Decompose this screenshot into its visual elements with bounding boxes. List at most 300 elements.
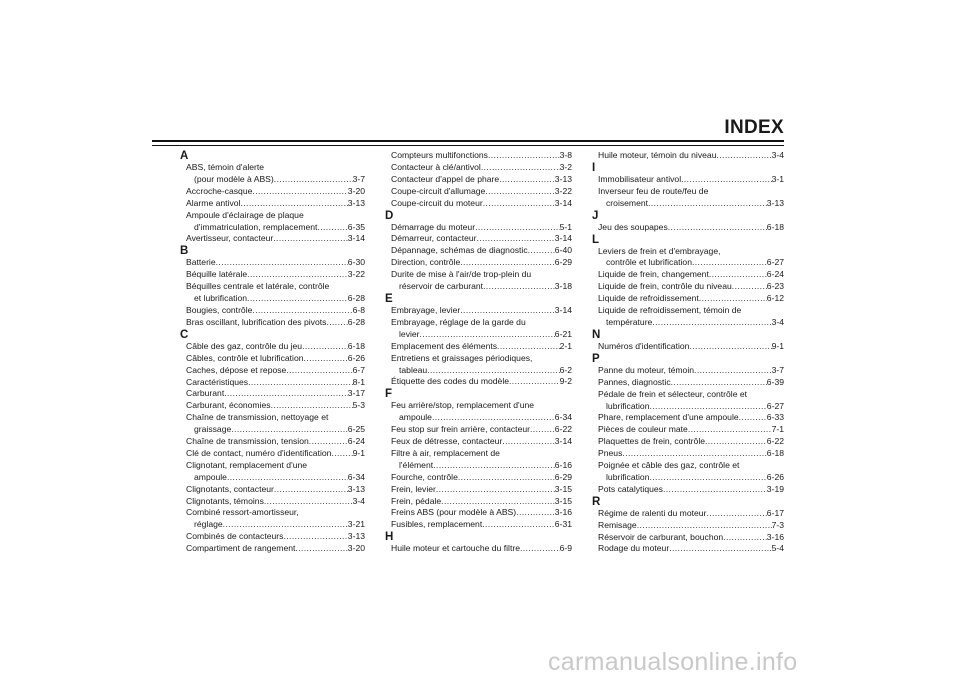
index-entry [592,365,784,377]
page-number: 3-2 [559,161,572,172]
leader-dots [460,305,555,317]
index-entry [180,222,365,234]
leader-dots [483,281,555,293]
index-entry [385,186,572,198]
leader-dots [274,174,353,186]
leader-dots [458,472,555,484]
page-number: 3-14 [347,233,365,244]
index-entry [592,472,784,484]
entry-text: Clignotants, contacteur [186,483,274,494]
entry-text: Pédale de frein et sélecteur, contrôle et [598,388,748,399]
leader-dots [481,162,560,174]
page-number: 6-26 [347,352,365,363]
page-number: 6-27 [766,400,784,411]
entry-text: Caractéristiques [186,376,249,387]
index-entry [180,174,365,186]
index-entry [385,233,572,245]
page-number: 5-4 [771,543,784,554]
index-entry [385,519,572,531]
index-entry [180,400,365,412]
entry-text: Feu arrière/stop, remplacement d'une [391,400,535,411]
page-number: 3-13 [347,197,365,208]
index-entry [180,519,365,531]
page-number: 3-4 [352,495,365,506]
entry-text: Entretiens et graissages périodiques, [391,352,533,363]
leader-dots [264,496,353,508]
index-entry [385,436,572,448]
page-number: 3-14 [554,436,572,447]
page-number: 6-31 [554,519,572,530]
leader-dots [705,436,767,448]
page-number: 9-2 [559,376,572,387]
page-number: 9-1 [352,447,365,458]
index-entry [385,174,572,186]
leader-dots [302,341,348,353]
index-entry [385,341,572,353]
index-entry [180,162,365,174]
leader-dots [420,329,555,341]
entry-text: Numéros d'identification [598,340,690,351]
index-entry [180,186,365,198]
leader-dots [460,257,555,269]
page-number: 7-3 [771,519,784,530]
index-entry [592,377,784,389]
page-number: 3-4 [771,150,784,160]
index-entry [180,353,365,365]
entry-text: Huile moteur et cartouche du filtre [391,543,520,554]
index-entry [385,198,572,210]
index-entry [592,293,784,305]
index-entry [180,305,365,317]
index-entry [592,412,784,424]
entry-text: Dépannage, schémas de diagnostic [391,245,528,256]
page-number: 6-23 [766,281,784,292]
index-entry [592,389,784,401]
leader-dots [247,269,348,281]
entry-text: Alarme antivol [186,197,241,208]
entry-text: graissage [194,424,232,435]
entry-text: Démarreur, contacteur [391,233,477,244]
leader-dots [240,198,347,210]
section-letter: F [385,388,393,401]
page-number: 5-3 [352,400,365,411]
entry-text: réglage [194,519,223,530]
index-entry [592,484,784,496]
index-entry [180,377,365,389]
index-entry [180,281,365,293]
entry-text: l'élément [399,459,434,470]
entry-text: Durite de mise à l'air/de trop-plein du [391,269,532,280]
index-entry [385,507,572,519]
index-column-1 [180,150,365,555]
leader-dots [252,305,352,317]
entry-text: tableau [399,364,428,375]
leader-dots [274,484,348,496]
index-entry [180,436,365,448]
index-entry [385,257,572,269]
entry-text: Batterie [186,257,216,268]
leader-dots [709,269,767,281]
index-entry [180,496,365,508]
index-entry [385,329,572,341]
entry-text: Ampoule d'éclairage de plaque [186,209,304,220]
index-entry [592,281,784,293]
leader-dots [317,222,347,234]
leader-dots [502,436,554,448]
page-number: 3-13 [554,173,572,184]
entry-text: Bougies, contrôle [186,304,253,315]
section-letter: C [180,328,189,341]
entry-text: Béquilles centrale et latérale, contrôle [186,281,330,292]
entry-text: Caches, dépose et repose [186,364,287,375]
entry-text: Inverseur feu de route/feu de [598,185,709,196]
page-number: 3-15 [554,483,572,494]
index-entry [180,210,365,222]
index-entry [385,365,572,377]
entry-text: Démarrage du moteur [391,221,476,232]
entry-text: Liquide de refroidissement, témoin de [598,305,742,316]
entry-text: Frein, pédale [391,495,442,506]
page-number: 3-1 [771,173,784,184]
entry-text: Panne du moteur, témoin [598,364,695,375]
index-entry [385,269,572,281]
page-number: 6-24 [347,436,365,447]
entry-text: Contacteur d'appel de phare [391,173,500,184]
entry-text: Compteurs multifonctions [391,150,488,160]
entry-text: température [606,316,653,327]
page-number: 6-9 [559,543,572,554]
entry-text: Régime de ralenti du moteur [598,507,707,518]
index-entry [592,424,784,436]
leader-dots [482,519,555,531]
section-letter: N [592,328,601,341]
page-number: 3-18 [554,281,572,292]
page-number: 3-7 [352,173,365,184]
entry-text: Bras oscillant, lubrification des pivots [186,316,327,327]
index-entry [385,305,572,317]
index-entry [180,460,365,472]
leader-dots [488,150,560,162]
page-number: 3-14 [554,233,572,244]
page-number: 3-21 [347,519,365,530]
leader-dots [668,222,767,234]
index-entry [592,532,784,544]
index-entry [592,246,784,258]
page-number: 6-8 [352,304,365,315]
leader-dots [681,174,771,186]
page-number: 6-21 [554,328,572,339]
index-entry [592,150,784,162]
leader-dots [309,436,348,448]
leader-dots [692,257,767,269]
section-letter: J [592,209,599,222]
index-entry [592,543,784,555]
entry-text: Combiné ressort-amortisseur, [186,507,299,518]
leader-dots [520,543,560,555]
index-entry [592,222,784,234]
index-entry [592,305,784,317]
page-number: 6-29 [554,257,572,268]
page-number: 6-12 [766,293,784,304]
index-entry [180,293,365,305]
page-number: 6-16 [554,459,572,470]
entry-text: Béquille latérale [186,269,248,280]
leader-dots [326,317,347,329]
leader-dots [723,532,767,544]
leader-dots [509,376,560,388]
leader-dots [273,233,348,245]
entry-text: Liquide de frein, changement [598,269,709,280]
entry-text: Chaîne de transmission, nettoyage et [186,412,329,423]
page-number: 6-18 [766,448,784,459]
leader-dots [739,412,767,424]
entry-text: (pour modèle à ABS) [194,173,274,184]
index-entry [385,222,572,234]
page-number: 6-30 [347,257,365,268]
page-number: 6-28 [347,316,365,327]
index-entry [592,257,784,269]
page-number: 3-19 [766,483,784,494]
leader-dots [649,472,766,484]
entry-text: Chaîne de transmission, tension [186,436,309,447]
leader-dots [227,472,348,484]
page-number: 3-13 [347,483,365,494]
leader-dots [286,365,352,377]
leader-dots [688,424,772,436]
leader-dots [648,198,767,210]
index-entry [385,353,572,365]
entry-text: Compartiment de rangement [186,543,296,554]
leader-dots [247,293,348,305]
entry-text: Clignotants, témoins [186,495,264,506]
entry-text: levier [399,328,420,339]
entry-text: Remisage [598,519,637,530]
index-entry [180,412,365,424]
page-number: 6-40 [554,245,572,256]
entry-text: Clé de contact, numéro d'identification [186,447,332,458]
entry-text: Coupe-circuit d'allumage [391,185,486,196]
index-entry [385,281,572,293]
page-number: 7-1 [771,424,784,435]
index-entry [385,162,572,174]
page-number: 6-18 [766,221,784,232]
index-entry [180,198,365,210]
header-rule-thick [152,140,784,142]
entry-text: Coupe-circuit du moteur [391,197,483,208]
index-entry [180,424,365,436]
page-number: 6-33 [766,412,784,423]
entry-text: et lubrification [194,293,248,304]
leader-dots [427,365,559,377]
entry-text: Embrayage, réglage de la garde du [391,316,526,327]
entry-text: ampoule [194,471,227,482]
index-entry [180,484,365,496]
leader-dots [304,353,348,365]
entry-text: Carburant, économies [186,400,271,411]
watermark: carmanualsonline.info [548,648,798,676]
entry-text: Pannes, diagnostic [598,376,671,387]
leader-dots [271,400,353,412]
index-entry [385,412,572,424]
page-number: 3-20 [347,185,365,196]
page-number: 8-1 [352,376,365,387]
entry-text: Étiquette des codes du modèle [391,376,510,387]
section-letter: H [385,531,394,544]
entry-text: Avertisseur, contacteur [186,233,274,244]
leader-dots [669,543,771,555]
index-column-3 [592,150,784,555]
page-number: 3-4 [771,316,784,327]
page-number: 3-17 [347,388,365,399]
header-rule-thin [152,145,784,146]
index-entry [592,448,784,460]
index-column-2 [385,150,572,555]
index-entry [385,484,572,496]
entry-text: Fusibles, remplacement [391,519,483,530]
entry-text: Fourche, contrôle [391,471,458,482]
leader-dots [706,508,766,520]
index-entry [385,317,572,329]
entry-text: Feux de détresse, contacteur [391,436,503,447]
index-entry [180,543,365,555]
index-entry [592,508,784,520]
page-number: 6-22 [554,424,572,435]
leader-dots [663,484,767,496]
leader-dots [483,198,555,210]
leader-dots [231,424,348,436]
index-entry [385,472,572,484]
page-number: 6-22 [766,436,784,447]
leader-dots [694,365,772,377]
leader-dots [530,424,555,436]
index-entry [180,531,365,543]
page-number: 9-1 [771,340,784,351]
section-letter: I [592,161,596,174]
section-letter: L [592,233,600,246]
page-number: 3-13 [347,531,365,542]
page-number: 3-15 [554,495,572,506]
page-number: 3-22 [347,269,365,280]
leader-dots [499,174,555,186]
index-entry [385,543,572,555]
page-number: 2-1 [559,340,572,351]
entry-text: lubrification [606,400,650,411]
index-entry [180,388,365,400]
page-number: 6-39 [766,376,784,387]
leader-dots [652,317,771,329]
page-number: 6-34 [554,412,572,423]
index-entry [180,448,365,460]
entry-text: Freins ABS (pour modèle à ABS) [391,507,517,518]
index-entry [180,365,365,377]
index-entry [385,245,572,257]
page-number: 3-13 [766,197,784,208]
entry-text: contrôle et lubrification [606,257,692,268]
section-letter: E [385,292,393,305]
leader-dots [732,281,767,293]
index-entry [592,174,784,186]
index-entry [592,460,784,472]
leader-dots [433,460,555,472]
page-number: 6-28 [347,293,365,304]
leader-dots [716,150,771,162]
page-number: 6-2 [559,364,572,375]
leader-dots [637,520,772,532]
page-number: 6-7 [352,364,365,375]
entry-text: Huile moteur, témoin du niveau [598,150,717,160]
page-number: 6-24 [766,269,784,280]
entry-text: Rodage du moteur [598,543,670,554]
section-letter: A [180,150,189,162]
section-letter: R [592,495,601,508]
leader-dots [699,293,767,305]
page-number: 6-25 [347,424,365,435]
entry-text: Embrayage, levier [391,304,461,315]
entry-text: Liquide de refroidissement [598,293,699,304]
entry-text: Clignotant, remplacement d'une [186,459,308,470]
index-entry [592,436,784,448]
leader-dots [528,245,555,257]
entry-text: Réservoir de carburant, bouchon [598,531,724,542]
page-number: 6-29 [554,471,572,482]
entry-text: d'immatriculation, remplacement [194,221,318,232]
entry-text: Pots catalytiques [598,483,663,494]
leader-dots [252,186,347,198]
index-entry [592,186,784,198]
page-number: 3-7 [771,364,784,375]
index-entry [180,317,365,329]
index-entry [385,150,572,162]
leader-dots [432,412,555,424]
page-number: 3-14 [554,304,572,315]
index-entry [385,496,572,508]
leader-dots [649,401,766,413]
leader-dots [689,341,771,353]
page-number: 6-26 [766,471,784,482]
leader-dots [441,496,555,508]
leader-dots [671,377,767,389]
leader-dots [516,507,555,519]
leader-dots [485,186,554,198]
entry-text: Jeu des soupapes [598,221,668,232]
entry-text: Phare, remplacement d'une ampoule [598,412,739,423]
page-number: 3-8 [559,150,572,160]
entry-text: Pneus [598,448,623,459]
index-entry [180,233,365,245]
entry-text: Emplacement des éléments [391,340,498,351]
leader-dots [216,257,348,269]
entry-text: croisement [606,197,649,208]
index-entry [592,401,784,413]
entry-text: Leviers de frein et d'embrayage, [598,245,721,256]
page-number: 3-16 [554,507,572,518]
page-number: 6-27 [766,257,784,268]
page-number: 5-1 [559,221,572,232]
entry-text: Frein, levier [391,483,436,494]
index-entry [385,376,572,388]
entry-text: Plaquettes de frein, contrôle [598,436,706,447]
index-entry [385,460,572,472]
entry-text: ampoule [399,412,432,423]
leader-dots [224,388,348,400]
entry-text: Pièces de couleur mate [598,424,688,435]
index-entry [592,317,784,329]
index-entry [592,198,784,210]
index-entry [385,400,572,412]
section-letter: P [592,352,600,365]
entry-text: Combinés de contacteurs [186,531,284,542]
index-entry [385,424,572,436]
